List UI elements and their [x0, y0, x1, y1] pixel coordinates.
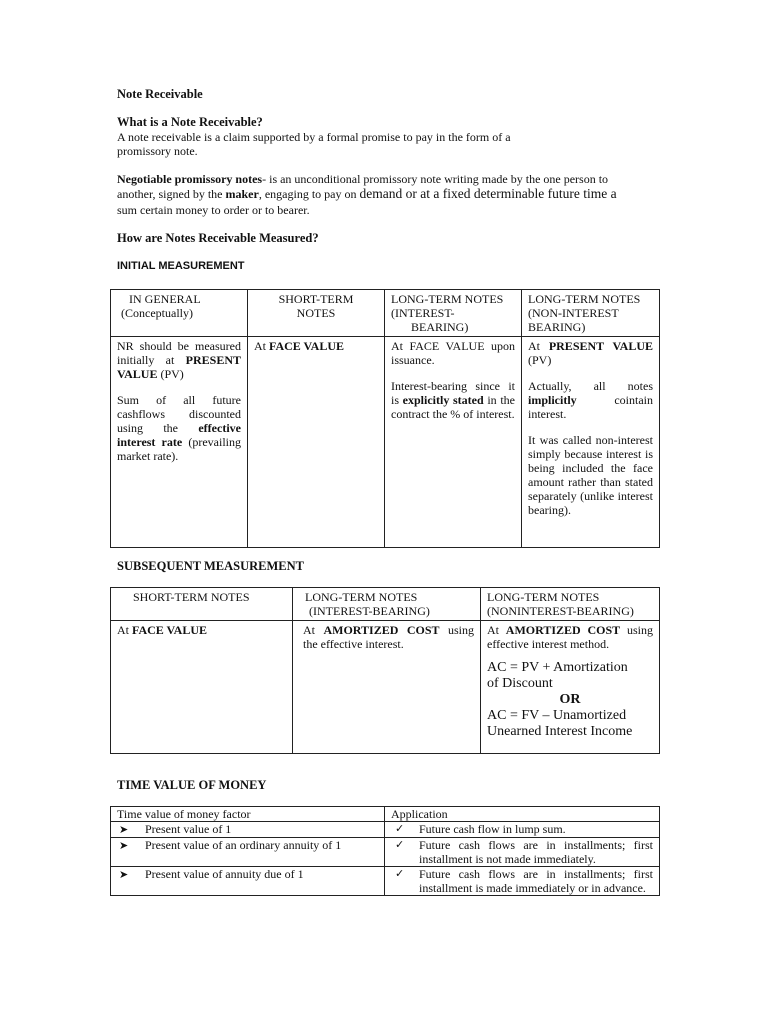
header-factor: Time value of money factor: [111, 807, 385, 822]
table-header-row: [111, 807, 660, 822]
cell-long-term-non-interest: At PRESENT VALUE (PV) Actually, all notes implicitly cointain interest. It was called non-interest simply because interest is being included the face amount rather than stated separately (unlike interest bearing).: [522, 337, 660, 548]
question-what-is: What is a Note Receivable?: [117, 115, 263, 129]
formula-fv: AC = FV – Unamortized: [487, 708, 627, 723]
factor-cell: ➤ Present value of an ordinary annuity of 1: [111, 838, 385, 867]
cell-short-term: At FACE VALUE: [111, 621, 293, 754]
arrowhead-bullet-icon: ➤: [119, 823, 129, 836]
header-long-term-non-interest: LONG-TERM NOTES (NONINTEREST-BEARING): [481, 588, 660, 621]
cell-short-term: At FACE VALUE: [248, 337, 385, 548]
negotiable-line-2: another, signed by the maker, engaging to pay on demand or at a fixed determinable future time a: [117, 186, 617, 201]
header-application: Application: [385, 807, 660, 822]
factor-cell: ➤ Present value of 1: [111, 822, 385, 838]
header-long-term-non-interest: LONG-TERM NOTES (NON-INTEREST BEARING): [522, 290, 660, 337]
initial-measurement-heading: INITIAL MEASUREMENT: [117, 260, 245, 272]
table-row: [111, 337, 660, 548]
application-cell: ✓ Future cash flows are in installments; first installment is made immediately or in advance.: [385, 867, 660, 896]
arrowhead-bullet-icon: ➤: [119, 868, 129, 881]
table-row: [111, 822, 660, 838]
arrowhead-bullet-icon: ➤: [119, 839, 129, 852]
subsequent-measurement-table: [110, 587, 660, 754]
question-measured: How are Notes Receivable Measured?: [117, 231, 319, 245]
header-short-term: SHORT-TERM NOTES: [248, 290, 385, 337]
cell-long-term-interest: At AMORTIZED COST using the effective interest.: [293, 621, 481, 754]
definition-line-2: promissory note.: [117, 144, 198, 158]
formula-pv: AC = PV + Amortization: [487, 660, 628, 675]
cell-general: NR should be measured initially at PRESENT VALUE (PV) Sum of all future cashflows discounted using the effective interest rate (prevailing market rate).: [111, 337, 248, 548]
checkmark-icon: ✓: [395, 822, 405, 835]
checkmark-icon: ✓: [395, 867, 405, 880]
definition-line-1: A note receivable is a claim supported by a formal promise to pay in the form of a: [117, 130, 511, 144]
time-value-table: [110, 806, 660, 896]
negotiable-line-3: sum certain money to order or to bearer.: [117, 203, 310, 217]
table-row: [111, 867, 660, 896]
application-cell: ✓ Future cash flow in lump sum.: [385, 822, 660, 838]
cell-long-term-interest: At FACE VALUE upon issuance. Interest-bearing since it is explicitly stated in the contract the % of interest.: [385, 337, 522, 548]
subsequent-measurement-heading: SUBSEQUENT MEASUREMENT: [117, 559, 304, 573]
table-row: [111, 838, 660, 867]
negotiable-term: Negotiable promissory notes: [117, 172, 263, 186]
table-header-row: [111, 588, 660, 621]
application-cell: ✓ Future cash flows are in installments; first installment is not made immediately.: [385, 838, 660, 867]
cell-long-term-non-interest: At AMORTIZED COST using effective interest method. AC = PV + Amortization of Discount OR AC = FV – Unamortized Unearned Interest Income: [481, 621, 660, 754]
document-title: Note Receivable: [117, 87, 203, 101]
table-row: [111, 621, 660, 754]
table-header-row: [111, 290, 660, 337]
checkmark-icon: ✓: [395, 838, 405, 851]
initial-measurement-table: [110, 289, 660, 548]
header-long-term-interest: LONG-TERM NOTES (INTEREST-BEARING): [293, 588, 481, 621]
negotiable-line-1: Negotiable promissory notes- is an unconditional promissory note writing made by the one person to: [117, 172, 609, 186]
header-general: IN GENERAL (Conceptually): [111, 290, 248, 337]
formula-or: OR: [559, 692, 581, 707]
factor-cell: ➤ Present value of annuity due of 1: [111, 867, 385, 896]
header-long-term-interest: LONG-TERM NOTES (INTEREST- BEARING): [385, 290, 522, 337]
header-short-term: SHORT-TERM NOTES: [111, 588, 293, 621]
time-value-heading: TIME VALUE OF MONEY: [117, 778, 267, 792]
